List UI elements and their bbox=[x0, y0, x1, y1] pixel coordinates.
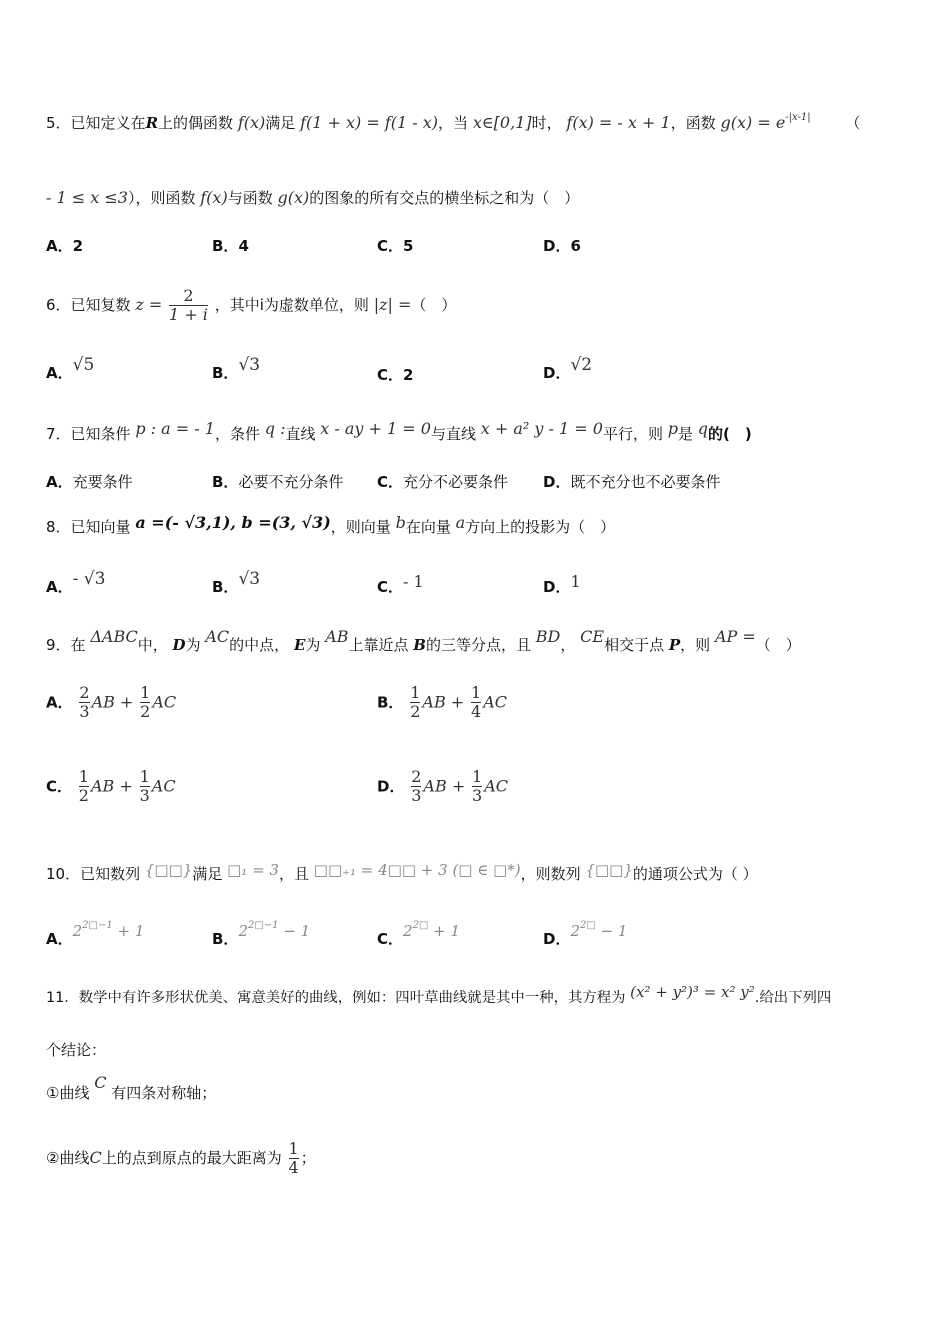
line2-equation: x + a² y - 1 = 0 bbox=[480, 419, 603, 438]
sequence-symbol: {□□} bbox=[144, 861, 193, 879]
q6-line: 6．已知复数 z = $\frac{2}{1 + i}$ ，其中i为虚数单位，则 |z| =（ ） bbox=[46, 286, 457, 324]
vectors-definition: a =(- √3,1), b =(3, √3) bbox=[135, 513, 331, 532]
q6-option-d[interactable]: D．√2 bbox=[543, 355, 593, 382]
q11-line2: 个结论： bbox=[46, 1041, 107, 1059]
q8-option-a[interactable]: A．- √3 bbox=[46, 569, 106, 596]
q9-option-b[interactable]: B． $\frac{1}{2}$ AB + $\frac{1}{4}$ AC bbox=[377, 683, 507, 721]
q11-line1: 11．数学中有许多形状优美、寓意美好的曲线，例如：四叶草曲线就是其中一种，其方程为 (x² + y²)³ = x² y².给出下列四 bbox=[46, 983, 832, 1006]
initial-term: □₁ = 3 bbox=[227, 861, 279, 879]
domain-condition: x∈[0,1] bbox=[472, 113, 532, 132]
q6-option-a[interactable]: A．√5 bbox=[46, 355, 95, 382]
q5-option-d[interactable]: D．6 bbox=[543, 237, 581, 255]
g-definition: g(x) = e bbox=[720, 113, 786, 132]
q9-option-d[interactable]: D． $\frac{2}{3}$ AB + $\frac{1}{3}$ AC bbox=[377, 767, 508, 805]
abs-z: |z| = bbox=[373, 295, 412, 314]
symmetry-equation: f(1 + x) = f(1 - x) bbox=[300, 113, 439, 132]
q8-option-b[interactable]: B．√3 bbox=[212, 569, 261, 596]
q5-option-a[interactable]: A．2 bbox=[46, 237, 84, 255]
q10-option-a[interactable]: A．$2^{2□-1} + 1$ bbox=[46, 920, 145, 948]
line1-equation: x - ay + 1 = 0 bbox=[320, 419, 431, 438]
q8-option-c[interactable]: C．- 1 bbox=[377, 572, 424, 596]
q8-option-d[interactable]: D．1 bbox=[543, 572, 581, 596]
q10-line: 10．已知数列 {□□}满足 □₁ = 3，且 □□₊₁ = 4□□ + 3 (□ ∈ □*)，则数列 {□□}的通项公式为（ ） bbox=[46, 861, 758, 883]
q9-option-c[interactable]: C． $\frac{1}{2}$ AB + $\frac{1}{3}$ AC bbox=[46, 767, 176, 805]
x-range: - 1 ≤ x ≤3 bbox=[46, 188, 128, 207]
q7-line: 7．已知条件 p : a = - 1，条件 q :直线 x - ay + 1 = 0与直线 x + a² y - 1 = 0平行，则 p是 q的( ) bbox=[46, 419, 752, 443]
q7-option-b[interactable]: B．必要不充分条件 bbox=[212, 473, 344, 491]
max-distance-fraction: $\frac{1}{4}$ bbox=[288, 1139, 299, 1177]
q7-option-c[interactable]: C．充分不必要条件 bbox=[377, 473, 509, 491]
z-fraction: $\frac{2}{1 + i}$ bbox=[169, 286, 208, 324]
q10-option-c[interactable]: C．$2^{2□} + 1$ bbox=[377, 920, 461, 948]
q6-option-b[interactable]: B．√3 bbox=[212, 355, 261, 382]
q7-option-a[interactable]: A．充要条件 bbox=[46, 473, 133, 491]
q7-option-d[interactable]: D．既不充分也不必要条件 bbox=[543, 473, 721, 491]
q10-option-d[interactable]: D．$2^{2□} - 1$ bbox=[543, 920, 628, 948]
conclusion-2: ②曲线C上的点到原点的最大距离为 $\frac{1}{4}$ ； bbox=[46, 1139, 316, 1177]
clover-equation: (x² + y²)³ = x² y² bbox=[630, 983, 755, 1001]
q5-line1: 5．已知定义在R上的偶函数 f(x)满足 f(1 + x) = f(1 - x)，当 x∈[0,1]时， f(x) = - x + 1，函数 $g(x) = e^{-|x-1|}$ （ bbox=[46, 112, 861, 132]
conclusion-1: ①曲线 C 有四条对称轴； bbox=[46, 1073, 217, 1102]
q6-option-c[interactable]: C．2 bbox=[377, 366, 414, 384]
recurrence: □□₊₁ = 4□□ + 3 (□ ∈ □*) bbox=[313, 861, 521, 879]
q9-option-a[interactable]: A． $\frac{2}{3}$ AB + $\frac{1}{2}$ AC bbox=[46, 683, 177, 721]
q5-option-c[interactable]: C．5 bbox=[377, 237, 414, 255]
q5-option-b[interactable]: B．4 bbox=[212, 237, 249, 255]
fx-math: f(x) bbox=[237, 113, 266, 132]
q10-option-b[interactable]: B．$2^{2□-1} - 1$ bbox=[212, 920, 311, 948]
q9-line: 9．在 ΔABC中， D为 AC的中点， E为 AB上靠近点 B的三等分点，且 BD， CE相交于点 P，则 AP =（ ） bbox=[46, 627, 801, 654]
q5-line2: - 1 ≤ x ≤3），则函数 f(x)与函数 g(x)的图象的所有交点的横坐标之和为（ ） bbox=[46, 188, 580, 207]
q8-line: 8．已知向量 a =(- √3,1), b =(3, √3)，则向量 b在向量 a方向上的投影为（ ） bbox=[46, 513, 616, 536]
f-definition: f(x) = - x + 1 bbox=[566, 113, 671, 132]
